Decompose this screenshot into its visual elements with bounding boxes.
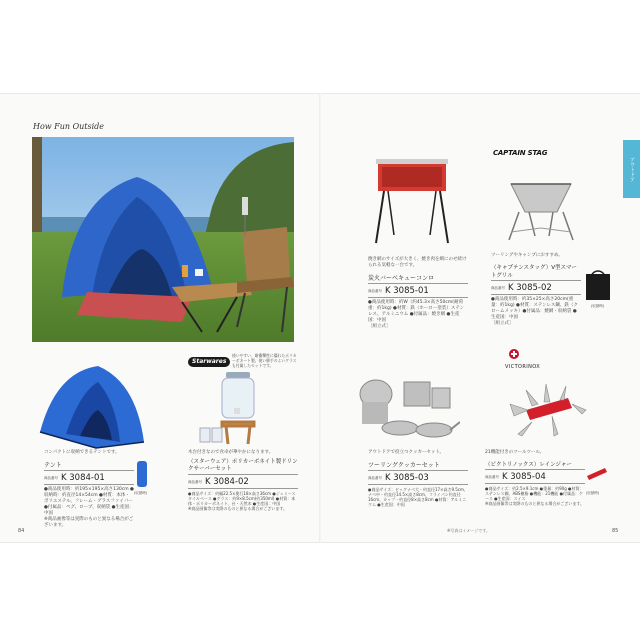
product-caption: ツーリングやキャンプにおすすめ。 (491, 253, 563, 258)
tent-storage-bag-image (134, 460, 150, 488)
product-code: K 3085-01 (385, 286, 429, 296)
product-v-grill (491, 253, 581, 327)
page-gutter (319, 93, 321, 543)
product-spec: ●商品サイズ：約2.5×9.1cm ●重量：約90g ●材質：ステンレス鋼、ABS樹脂 ●機能：21機能 ●付属品：ケース ●生産国：スイス (485, 486, 584, 501)
product-code: K 3085-02 (508, 283, 552, 293)
small-tent-image (36, 362, 148, 450)
knife-closed-image (584, 462, 608, 486)
product-caption: コンパクトに収納できるテントです。 (44, 450, 120, 455)
storage-badge: (収納時) (134, 491, 148, 495)
product-name: （キャプテンスタッグ）V型スマートグリル (491, 265, 577, 279)
page-number-right: 85 (612, 528, 619, 534)
product-name: 炭火バーベキューコンロ (368, 275, 435, 282)
storage-badge: (収納時) (591, 304, 605, 308)
product-note: ※商品画像等は実際のものと異なる場合がございます。 (188, 506, 288, 511)
image-footnote: ※写真はイメージです。 (447, 528, 490, 533)
product-code-line: 商品番号 K 3084-01 (44, 473, 134, 485)
product-note: ［組立式］ (368, 324, 391, 329)
product-name: テント (44, 462, 62, 469)
product-caption: アウトドアで役立つクッカーセット。 (368, 450, 445, 455)
product-tent (44, 450, 134, 529)
bbq-stove-image (368, 155, 456, 247)
category-side-tab-label: アウトドア (629, 156, 635, 182)
product-code-line: 商品番号 K 3084-02 (188, 477, 298, 489)
victorinox-cross-icon (509, 349, 519, 359)
product-code: K 3085-04 (502, 472, 546, 482)
product-note: ※商品画像等は実際のものと異なる場合がございます。 (44, 517, 134, 528)
product-name: （スターウェア）ポリカーボネイト製ドリンクサーバーセット (188, 459, 298, 472)
starwares-logo: Starwares (188, 357, 230, 367)
product-bbq (368, 257, 468, 330)
product-cookware (368, 450, 468, 507)
tent-scene-photo (32, 137, 294, 342)
product-spec: ●商品使用時：約195×195×高さ130cm ●収納時：約直径14×54cm ●材質：本体・ポリエステル、フレーム・グラスファイバー ●付属品：ペグ、ロープ、収納袋 ●生産国：中国 (44, 487, 134, 516)
product-drink-dispenser (188, 450, 298, 511)
section-script-title: How Fun Outside (33, 122, 105, 131)
multi-tool-knife-image (506, 380, 588, 438)
drink-dispenser-image (196, 370, 268, 446)
product-caption: 焼き網のサイズが大きく、焼き肉を網にのせ続けられる気軽な一台です。 (368, 257, 467, 268)
grill-storage-bag-image (585, 270, 611, 302)
product-spec: ●商品使用時：約35×25×高さ20cm(重量：約1kg) ●材質：ステンレス鋼、鉄（クロームメッキ）●付属品：焼網・収納袋 ●生産国：中国 (491, 297, 578, 320)
cookware-set-image (356, 372, 460, 442)
product-name: ツーリングクッカーセット (368, 462, 440, 469)
page-number-left: 84 (18, 528, 25, 534)
product-spec: ●商品サイズ：ビッグナベ大・約直径17×高さ9.5cm、ナベ中・約直径14.5×高さ8cm、フライパン約直径16cm、カップ・約直径8×高さ8cm ●材質：アルミニウム ●生産国：中国 (368, 487, 468, 507)
product-code-line: 商品番号 K 3085-02 (491, 283, 581, 295)
product-code-line: 商品番号 K 3085-01 (368, 286, 468, 298)
product-spec: ●商品使用時：約W（約45.3×高さ50cm(耐荷重：約1kg) ●材質：鉄（ホーロー塗装）ステンレス、アルミニウム ●付属品：焼き網 ●生産国：中国 (368, 300, 465, 323)
product-code: K 3084-01 (61, 473, 105, 483)
v-grill-image (505, 170, 577, 248)
product-multi-tool (485, 450, 585, 506)
storage-badge: (収納時) (586, 491, 600, 495)
victorinox-logo: VICTORINOX (505, 364, 541, 370)
dispenser-aside-note: 使いやすい、耐衝撃性に優れたポリカーボネート製。使い勝手のよいグラスも付属したセットです。 (232, 353, 297, 368)
product-code-line: 商品番号 K 3085-03 (368, 473, 468, 485)
product-name: （ビクトリノックス）レインジャー (485, 462, 572, 468)
product-caption: 木台付きなので食卓が華やかになります。 (188, 450, 274, 455)
product-note: ※商品画像等は実際のものと異なる場合がございます。 (485, 501, 585, 506)
product-spec: ●商品サイズ：約幅22.5×奥行18×高さ36cm ●ジェミースタイルベース ●グラス：約9×8.5cm(約350ml) ●材質：本体・ポリカーボネイト、台・天然木 ●生産国：中国 (188, 491, 296, 506)
product-code-line: 商品番号 K 3085-04 (485, 472, 585, 484)
captain-stag-logo: CAPTAIN STAG (493, 149, 548, 157)
product-caption: 21機能付きのツールツール。 (485, 450, 545, 455)
product-code: K 3084-02 (205, 477, 249, 487)
product-code: K 3085-03 (385, 473, 429, 483)
product-note: ［組立式］ (491, 321, 514, 326)
